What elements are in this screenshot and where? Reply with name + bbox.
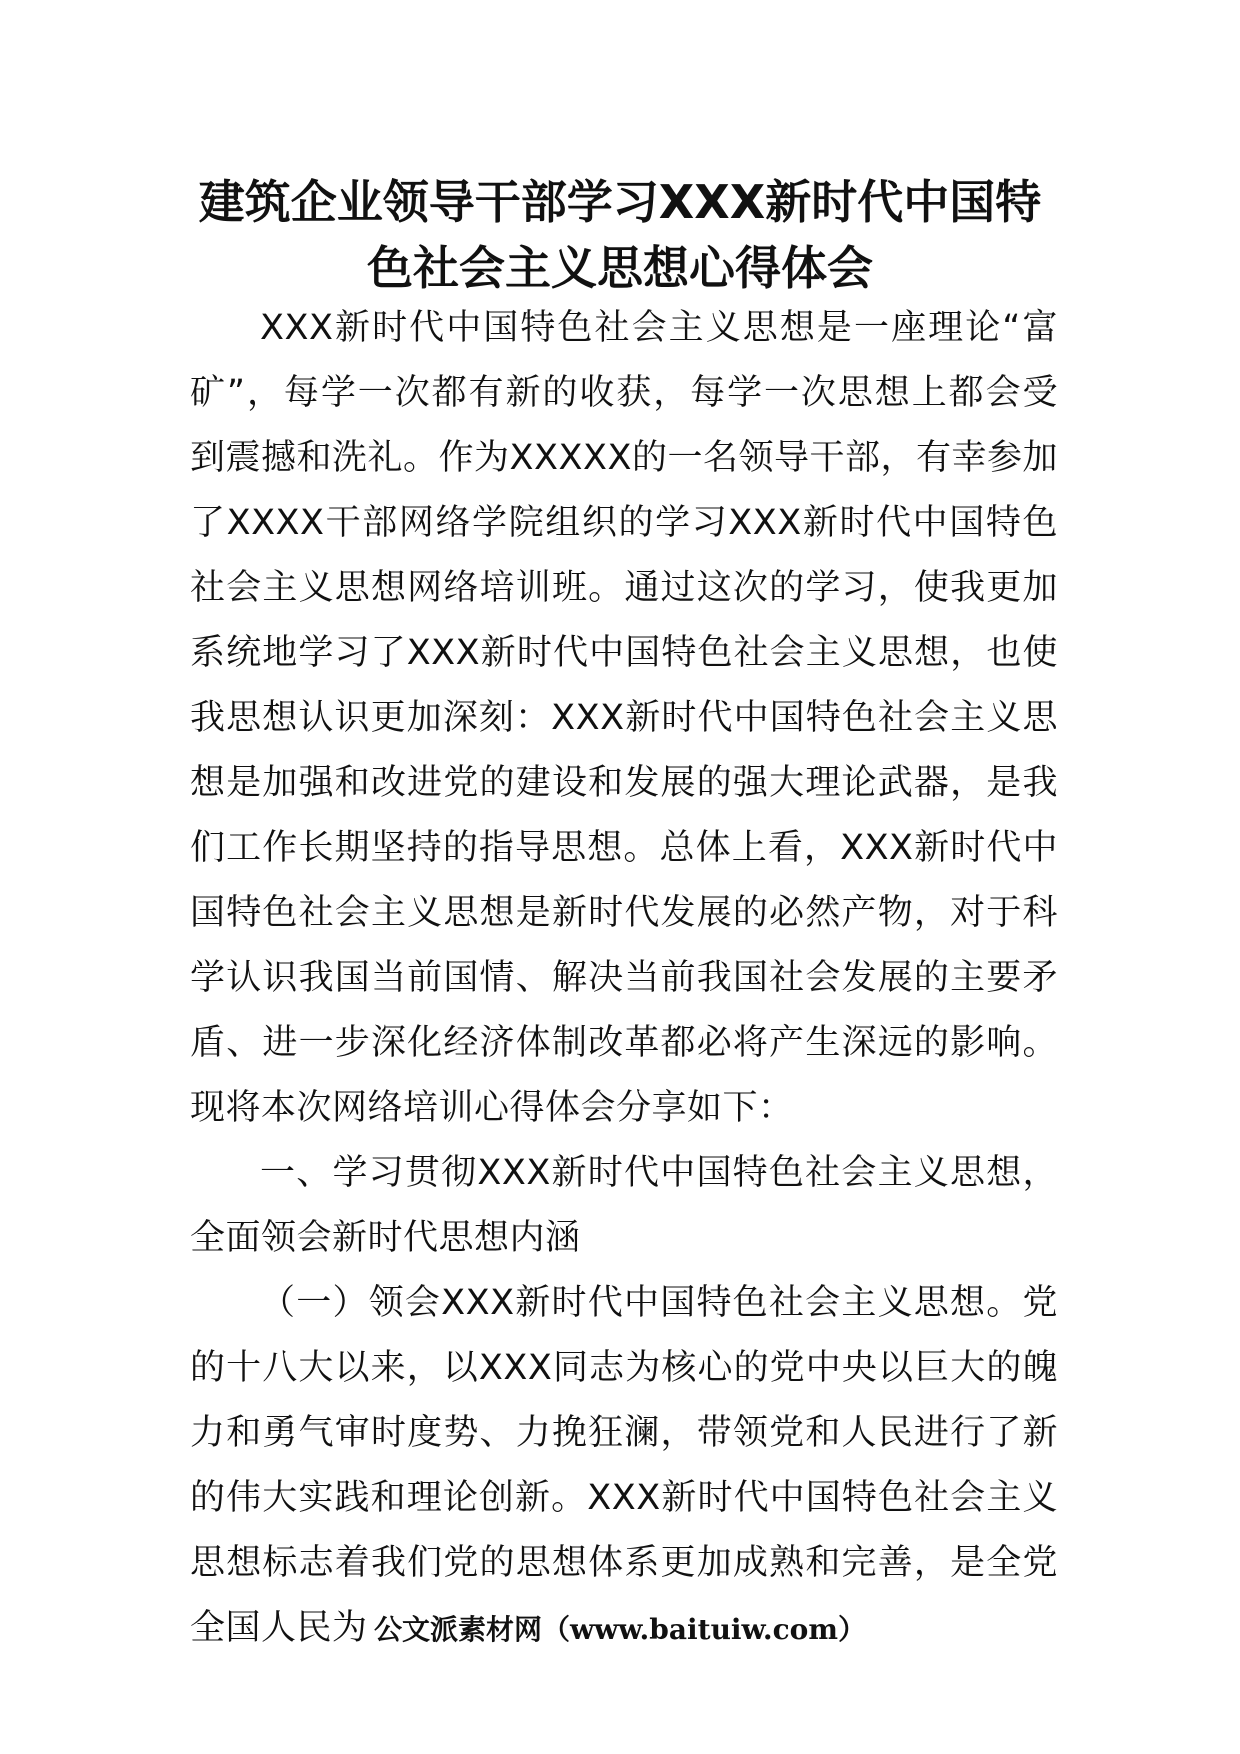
document-title-line-2: 色社会主义思想心得体会 [367, 241, 873, 295]
section-1-paragraph-1: （一）领会XXX新时代中国特色社会主义思想。党的十八大以来，以XXX同志为核心的党中央以巨大的魄力和勇气审时度势、力挽狂澜，带领党和人民进行了新的伟大实践和理论创新。XXX新时代中国特色社会主义思想标志着我们党的思想体系更加成熟和完善，是全党全国人民为 [190, 1283, 1058, 1648]
section-1-heading: 一、学习贯彻XXX新时代中国特色社会主义思想，全面领会新时代思想内涵 [190, 1153, 1058, 1258]
document-title-line-1: 建筑企业领导干部学习XXX新时代中国特 [198, 175, 1042, 229]
document-body [190, 296, 1058, 1661]
intro-paragraph: XXX新时代中国特色社会主义思想是一座理论“富矿”，每学一次都有新的收获，每学一次思想上都会受到震撼和洗礼。作为XXXXX的一名领导干部，有幸参加了XXXX干部网络学院组织的学习XXX新时代中国特色社会主义思想网络培训班。通过这次的学习，使我更加系统地学习了XXX新时代中国特色社会主义思想，也使我思想认识更加深刻：XXX新时代中国特色社会主义思想是加强和改进党的建设和发展的强大理论武器，是我们工作长期坚持的指导思想。总体上看，XXX新时代中国特色社会主义思想是新时代发展的必然产物，对于科学认识我国当前国情、解决当前我国社会发展的主要矛盾、进一步深化经济体制改革都必将产生深远的影响。现将本次网络培训心得体会分享如下： [190, 308, 1058, 1128]
footer-watermark: 公文派素材网（www.baituiw.com） [374, 1613, 866, 1646]
